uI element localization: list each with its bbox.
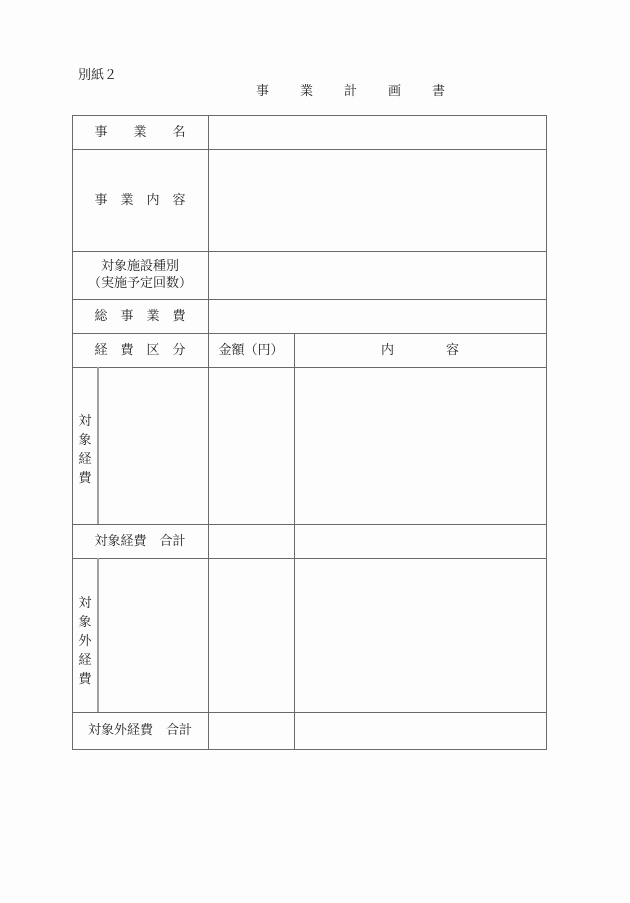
annex-label: 別紙２ (78, 68, 118, 83)
ineligible-costs-side-label: 対 象 外 経 費 (78, 596, 92, 687)
total-cost-field[interactable] (209, 300, 546, 333)
table-border-bottom (72, 749, 547, 750)
total-cost-label: 総 事 業 費 (94, 308, 186, 324)
table-border-right (546, 115, 547, 750)
document-title: 事 業 計 画 書 (256, 84, 455, 99)
project-content-field[interactable] (209, 150, 546, 251)
eligible-amount-field[interactable] (209, 368, 294, 524)
project-name-field[interactable] (209, 116, 546, 149)
amount-header: 金額（円） (218, 342, 284, 358)
eligible-subtotal-details-field[interactable] (295, 525, 546, 558)
ineligible-amount-field[interactable] (209, 559, 294, 712)
ineligible-details-field[interactable] (295, 559, 546, 712)
facility-type-label (72, 251, 208, 299)
project-content-label: 事 業 内 容 (94, 192, 186, 208)
facility-type-field[interactable] (209, 252, 546, 299)
project-name-label: 事 業 名 (94, 124, 186, 140)
cost-category-header: 経 費 区 分 (94, 342, 186, 358)
facility-type-label-line1: 対象施設種別 (100, 259, 179, 274)
eligible-item-field[interactable] (99, 368, 208, 524)
ineligible-subtotal-amount-field[interactable] (209, 713, 294, 749)
eligible-costs-side-label: 対 象 経 費 (78, 414, 92, 486)
eligible-subtotal-label: 対象経費 合計 (94, 533, 186, 549)
ineligible-subtotal-details-field[interactable] (295, 713, 546, 749)
details-header: 内 容 (380, 342, 459, 358)
facility-type-label-line2: （実施予定回数） (87, 276, 192, 291)
ineligible-item-field[interactable] (99, 559, 208, 712)
ineligible-subtotal-label: 対象外経費 合計 (87, 723, 192, 738)
eligible-details-field[interactable] (295, 368, 546, 524)
eligible-subtotal-amount-field[interactable] (209, 525, 294, 558)
